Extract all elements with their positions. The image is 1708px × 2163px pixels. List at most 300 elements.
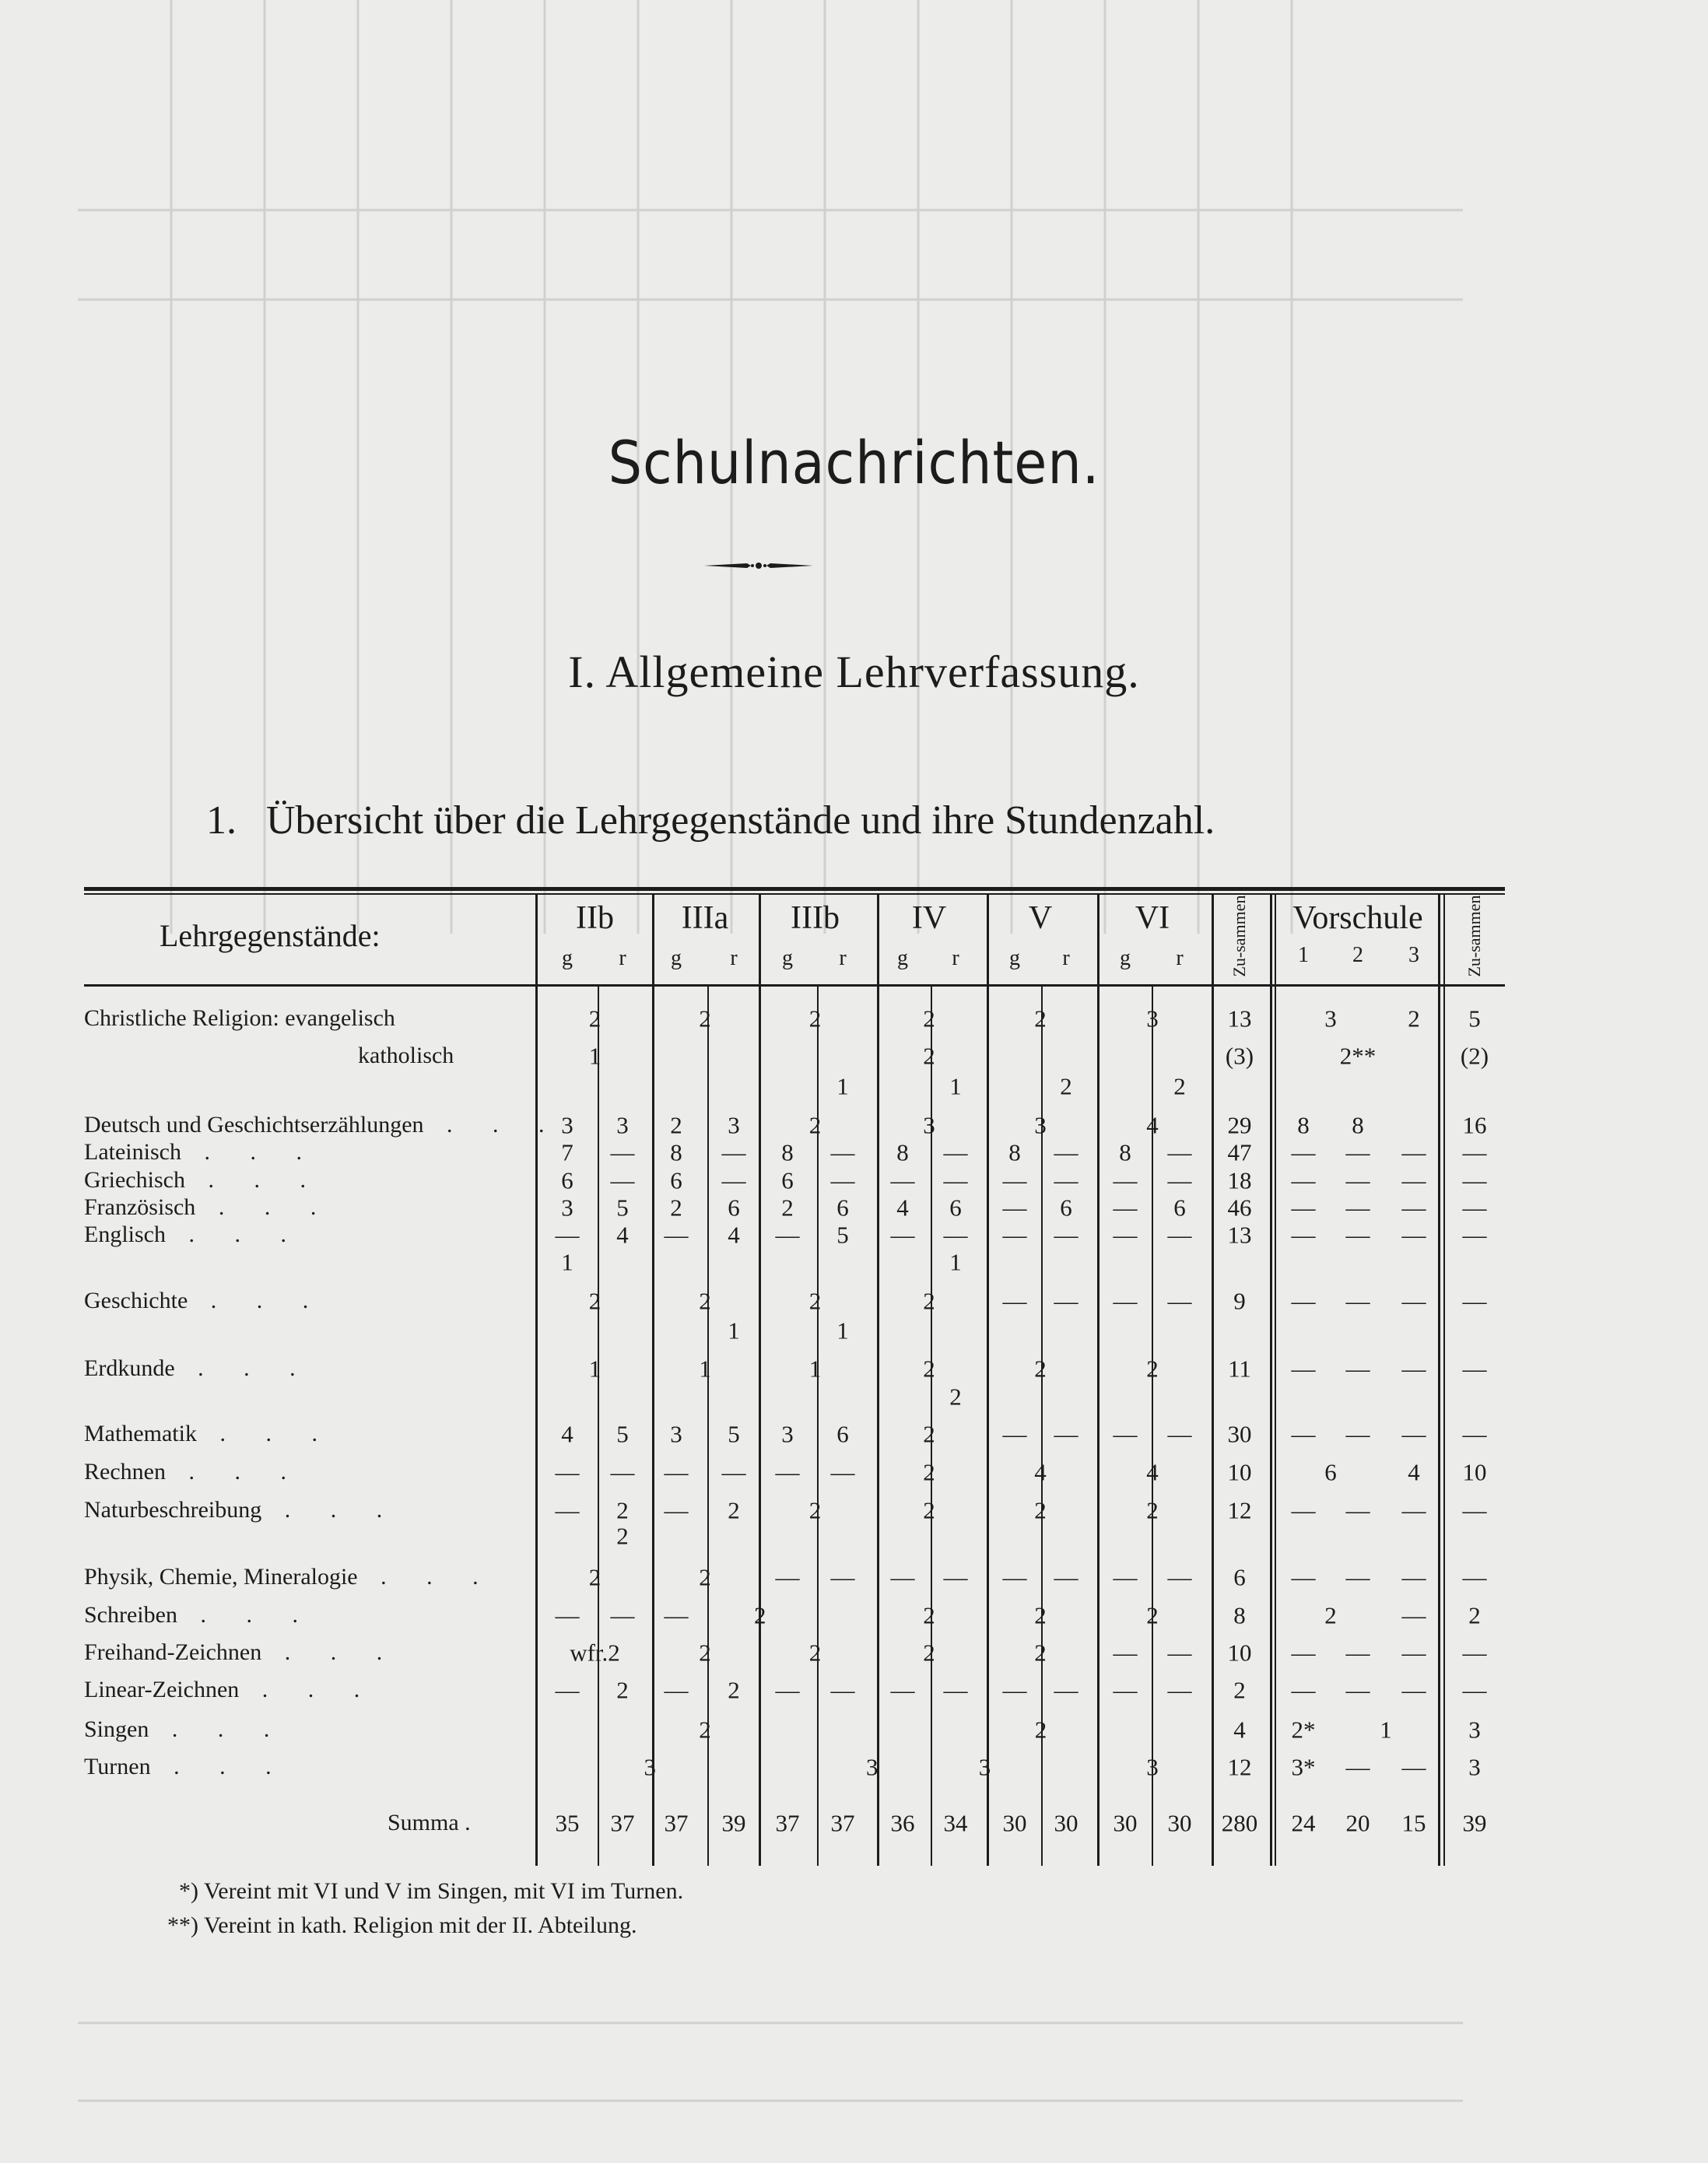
table-top-rule-thin [84, 893, 1505, 895]
vorschule-row-total: — [1462, 1420, 1487, 1448]
hours-cell: — [1054, 1676, 1078, 1704]
subject-0: Christliche Religion: evangelisch [84, 1005, 395, 1031]
hours-cell: — [555, 1221, 580, 1249]
summa-cell: 30 [1113, 1809, 1138, 1837]
hours-cell: 2 [1034, 1601, 1047, 1629]
hours-cell: 2 [1146, 1496, 1159, 1524]
vorschule-cell: — [1401, 1355, 1426, 1383]
column-rule [759, 895, 761, 1866]
hours-cell: — [775, 1221, 800, 1249]
vorschule-row-total: — [1462, 1676, 1487, 1704]
hours-cell: — [1113, 1194, 1138, 1222]
hours-cell: 5 [728, 1420, 740, 1448]
hours-cell: — [1002, 1194, 1027, 1222]
subject-13: Mathematik . . . [84, 1421, 335, 1446]
subject-header: Lehrgegenstände: [160, 918, 381, 953]
vorschule-row-total: — [1462, 1563, 1487, 1591]
hours-cell: 2 [808, 1004, 822, 1032]
hours-cell: — [1167, 1639, 1192, 1667]
hours-cell: — [1113, 1676, 1138, 1704]
total-header: Zu-sammen [1229, 895, 1249, 977]
hours-cell: — [830, 1563, 855, 1591]
hours-cell: 5 [616, 1420, 629, 1448]
hours-cell: 2 [808, 1496, 822, 1524]
summa-cell: 30 [1167, 1809, 1192, 1837]
hours-cell: — [890, 1166, 915, 1194]
hours-cell: 2 [923, 1639, 935, 1667]
hours-cell: — [721, 1166, 746, 1194]
hours-cell: 2 [699, 1004, 711, 1032]
vorschule-cell: — [1401, 1221, 1426, 1249]
hours-cell: — [721, 1138, 746, 1166]
subcolumn-r: r [730, 946, 738, 970]
hours-cell: 3 [1146, 1004, 1159, 1032]
hours-cell: — [610, 1458, 635, 1486]
hours-cell: — [1054, 1138, 1078, 1166]
class-header-V: V [1028, 900, 1053, 936]
hours-cell: 3 [866, 1753, 879, 1781]
subcolumn-g: g [897, 946, 908, 970]
subcolumn-r: r [952, 946, 959, 970]
hours-cell: — [775, 1676, 800, 1704]
hours-cell: — [555, 1458, 580, 1486]
hours-cell: — [555, 1496, 580, 1524]
vorschule-cell: 3* [1291, 1753, 1316, 1781]
hours-cell: wfr.2 [570, 1639, 620, 1667]
hours-cell: 2 [808, 1639, 822, 1667]
hours-cell: — [1167, 1420, 1192, 1448]
column-rule [877, 895, 879, 1866]
hours-cell: 2 [923, 1004, 935, 1032]
hours-cell: — [664, 1221, 689, 1249]
hours-cell: 2 [781, 1194, 794, 1222]
summa-cell: 35 [555, 1809, 580, 1837]
hours-cell: 2 [1146, 1355, 1159, 1383]
hours-cell: 2 [1146, 1601, 1159, 1629]
vorschule-cell: — [1291, 1221, 1316, 1249]
class-header-IIIa: IIIa [681, 900, 729, 936]
summa-cell: 34 [943, 1809, 968, 1837]
hours-cell: 2 [588, 1563, 601, 1591]
hours-cell: 2 [949, 1383, 962, 1411]
vorschule-row-total: — [1462, 1194, 1487, 1222]
hours-cell: 1 [949, 1248, 962, 1276]
hours-cell: — [1113, 1287, 1138, 1315]
vorschule-cell: — [1345, 1194, 1370, 1222]
class-header-IIb: IIb [576, 900, 614, 936]
hours-cell: — [1113, 1221, 1138, 1249]
summa-cell: 30 [1054, 1809, 1078, 1837]
row-total: 11 [1228, 1355, 1251, 1383]
vorschule-cell: — [1291, 1496, 1316, 1524]
vorschule-cell: 3 [1324, 1004, 1337, 1032]
row-total: 47 [1227, 1138, 1252, 1166]
section-heading: I. Allgemeine Lehrverfassung. [568, 647, 1140, 697]
hours-cell: — [775, 1563, 800, 1591]
vorschule-cell: — [1345, 1355, 1370, 1383]
hours-cell: 2 [808, 1287, 822, 1315]
hours-cell: — [1002, 1420, 1027, 1448]
hours-cell: 2 [923, 1601, 935, 1629]
hours-cell: — [1167, 1676, 1192, 1704]
vorschule-cell: — [1345, 1753, 1370, 1781]
vorschule-row-total: 16 [1462, 1111, 1487, 1139]
hours-cell: 4 [896, 1194, 909, 1222]
hours-cell: 3 [644, 1753, 656, 1781]
hours-cell: 4 [616, 1221, 629, 1249]
class-header-IIIb: IIIb [791, 900, 840, 936]
row-total: (3) [1225, 1042, 1254, 1070]
hours-cell: 6 [561, 1166, 573, 1194]
subject-3: Deutsch und Geschichtserzählungen . . . [84, 1112, 562, 1138]
hours-cell: 2 [699, 1639, 711, 1667]
vorschule-row-total: — [1462, 1138, 1487, 1166]
hours-cell: 2 [808, 1111, 822, 1139]
hours-cell: — [1054, 1563, 1078, 1591]
hours-cell: 1 [808, 1355, 822, 1383]
hours-cell: 2 [923, 1042, 935, 1070]
hours-cell: 3 [1146, 1753, 1159, 1781]
vorschule-cell: — [1291, 1166, 1316, 1194]
hours-cell: — [943, 1166, 968, 1194]
hours-cell: 2 [923, 1458, 935, 1486]
hours-cell: 7 [561, 1138, 573, 1166]
hours-cell: — [1113, 1166, 1138, 1194]
column-rule [1270, 895, 1272, 1866]
hours-cell: 2 [588, 1004, 601, 1032]
summa-cell: 36 [890, 1809, 915, 1837]
hours-cell: 1 [949, 1072, 962, 1100]
hours-cell: — [721, 1458, 746, 1486]
vorschule-cell: 8 [1297, 1111, 1310, 1139]
hours-cell: — [890, 1676, 915, 1704]
hours-cell: 5 [616, 1194, 629, 1222]
hours-cell: 6 [1173, 1194, 1186, 1222]
hours-cell: 3 [561, 1194, 573, 1222]
hours-cell: — [1002, 1676, 1027, 1704]
hours-cell: — [775, 1458, 800, 1486]
hours-cell: 6 [670, 1166, 682, 1194]
hours-cell: — [1002, 1287, 1027, 1315]
subject-6: Französisch . . . [84, 1194, 334, 1220]
row-total: 4 [1233, 1716, 1246, 1744]
column-rule [987, 895, 989, 1866]
subject-21: Singen . . . [84, 1716, 287, 1742]
hours-cell: 3 [978, 1753, 991, 1781]
hours-cell: 1 [588, 1355, 601, 1383]
hours-cell: 2 [670, 1111, 682, 1139]
vorschule-cell: — [1401, 1563, 1426, 1591]
hours-cell: 3 [1034, 1111, 1047, 1139]
vorschule-subcolumn-2: 2 [1352, 943, 1363, 967]
summa-cell: 37 [610, 1809, 635, 1837]
vorschule-header: Vorschule [1292, 900, 1423, 936]
summa-vorschule-cell: 24 [1291, 1809, 1316, 1837]
hours-cell: 2 [699, 1287, 711, 1315]
vorschule-row-total: (2) [1460, 1042, 1489, 1070]
vorschule-cell: — [1401, 1166, 1426, 1194]
hours-cell: — [555, 1601, 580, 1629]
hours-cell: 2 [923, 1496, 935, 1524]
summa-cell: 37 [775, 1809, 800, 1837]
hours-cell: 2 [1034, 1004, 1047, 1032]
hours-cell: 2 [1060, 1072, 1072, 1100]
vorschule-row-total: — [1462, 1166, 1487, 1194]
subcolumn-g: g [1009, 946, 1020, 970]
vorschule-row-total: — [1462, 1639, 1487, 1667]
column-rule [535, 895, 538, 1866]
hours-cell: 1 [588, 1042, 601, 1070]
vorschule-cell: — [1291, 1563, 1316, 1591]
row-total: 8 [1233, 1601, 1246, 1629]
hours-cell: 2 [1034, 1496, 1047, 1524]
hours-cell: 2 [923, 1355, 935, 1383]
subject-22: Turnen . . . [84, 1754, 289, 1779]
row-total: 13 [1227, 1221, 1252, 1249]
hours-cell: — [1054, 1221, 1078, 1249]
footnote-1: *) Vereint mit VI und V im Singen, mit VI im Turnen. [179, 1878, 684, 1904]
column-rule [1212, 895, 1214, 1866]
hours-cell: — [1167, 1166, 1192, 1194]
vorschule-cell: — [1401, 1753, 1426, 1781]
hours-cell: 3 [561, 1111, 573, 1139]
vorschule-cell: — [1291, 1639, 1316, 1667]
row-total: 6 [1233, 1563, 1246, 1591]
hours-cell: 2 [699, 1716, 711, 1744]
vorschule-row-total: — [1462, 1287, 1487, 1315]
column-rule-double [1443, 895, 1445, 1866]
table-top-rule [84, 887, 1505, 891]
row-total: 46 [1227, 1194, 1252, 1222]
vorschule-cell: 2* [1291, 1716, 1316, 1744]
row-total: 12 [1227, 1753, 1252, 1781]
hours-cell: — [890, 1563, 915, 1591]
hours-cell: 1 [561, 1248, 573, 1276]
vorschule-cell: — [1401, 1287, 1426, 1315]
subject-20: Linear-Zeichnen . . . [84, 1677, 377, 1702]
hours-cell: — [830, 1676, 855, 1704]
hours-cell: 2 [699, 1563, 711, 1591]
hours-cell: 2 [754, 1601, 766, 1629]
subcolumn-r: r [619, 946, 626, 970]
vorschule-cell: — [1345, 1287, 1370, 1315]
subject-14: Rechnen . . . [84, 1459, 303, 1485]
vorschule-cell: — [1345, 1676, 1370, 1704]
hours-cell: 1 [836, 1316, 849, 1344]
hours-cell: 6 [949, 1194, 962, 1222]
row-total: 18 [1227, 1166, 1252, 1194]
subcolumn-g: g [782, 946, 793, 970]
summa-total: 280 [1221, 1809, 1258, 1837]
column-rule [1438, 895, 1440, 1866]
hours-cell: — [1167, 1563, 1192, 1591]
hours-cell: — [830, 1138, 855, 1166]
hours-cell: 4 [1146, 1111, 1159, 1139]
hours-cell: 4 [1146, 1458, 1159, 1486]
class-header-IV: IV [911, 900, 947, 936]
row-total: 2 [1233, 1676, 1246, 1704]
vorschule-cell: 4 [1408, 1458, 1420, 1486]
hours-cell: 2 [1034, 1639, 1047, 1667]
hours-cell: — [830, 1166, 855, 1194]
hours-cell: 4 [561, 1420, 573, 1448]
hours-cell: 2 [1034, 1355, 1047, 1383]
hours-cell: 1 [699, 1355, 711, 1383]
hours-cell: 6 [836, 1194, 849, 1222]
column-rule [652, 895, 654, 1866]
vorschule-subcolumn-1: 1 [1298, 943, 1309, 967]
hours-cell: — [943, 1221, 968, 1249]
hours-cell: 8 [896, 1138, 909, 1166]
vorschule-row-total: 3 [1468, 1753, 1481, 1781]
vorschule-cell: — [1401, 1639, 1426, 1667]
vorschule-cell: 2 [1408, 1004, 1420, 1032]
vorschule-row-total: 10 [1462, 1458, 1487, 1486]
school-news-title: Schulnachrichten. [608, 428, 1100, 497]
vorschule-total-header: Zu-sammen [1464, 895, 1484, 977]
hours-cell: 2 [923, 1287, 935, 1315]
hours-cell: 6 [728, 1194, 740, 1222]
hours-cell: — [610, 1166, 635, 1194]
hours-cell: 2 [1173, 1072, 1186, 1100]
summa-cell: 37 [830, 1809, 855, 1837]
subject-1: katholisch [358, 1043, 454, 1068]
subject-5: Griechisch . . . [84, 1167, 323, 1193]
vorschule-cell: — [1345, 1138, 1370, 1166]
hours-cell: — [664, 1496, 689, 1524]
hours-cell: 2 [670, 1194, 682, 1222]
subject-15: Naturbeschreibung . . . [84, 1497, 400, 1523]
hours-cell: — [664, 1676, 689, 1704]
summa-cell: 37 [664, 1809, 689, 1837]
hours-cell: 3 [670, 1420, 682, 1448]
row-total: 30 [1227, 1420, 1252, 1448]
subcolumn-g: g [1120, 946, 1131, 970]
hours-cell: — [1002, 1221, 1027, 1249]
vorschule-cell: — [1291, 1420, 1316, 1448]
vorschule-cell: 8 [1352, 1111, 1364, 1139]
hours-cell: — [1054, 1287, 1078, 1315]
vorschule-cell: 2** [1339, 1042, 1377, 1070]
vorschule-cell: — [1291, 1676, 1316, 1704]
vorschule-subcolumn-3: 3 [1408, 943, 1419, 967]
row-total: 13 [1227, 1004, 1252, 1032]
hours-cell: — [1002, 1166, 1027, 1194]
column-rule [1097, 895, 1100, 1866]
hours-cell: — [1002, 1563, 1027, 1591]
vorschule-cell: — [1345, 1496, 1370, 1524]
subcolumn-r: r [1062, 946, 1070, 970]
row-total: 29 [1227, 1111, 1252, 1139]
vorschule-cell: — [1401, 1496, 1426, 1524]
summa-cell: 30 [1002, 1809, 1027, 1837]
hours-cell: 6 [781, 1166, 794, 1194]
vorschule-cell: 2 [1324, 1601, 1337, 1629]
hours-cell: — [943, 1138, 968, 1166]
summa-vorschule-cell: 15 [1401, 1809, 1426, 1837]
hours-cell: 2 [1034, 1716, 1047, 1744]
hours-cell: — [1113, 1420, 1138, 1448]
hours-cell: 6 [1060, 1194, 1072, 1222]
vorschule-cell: — [1345, 1420, 1370, 1448]
vorschule-cell: — [1291, 1355, 1316, 1383]
subject-4: Lateinisch . . . [84, 1139, 319, 1165]
summa-vorschule-total: 39 [1462, 1809, 1487, 1837]
vorschule-cell: — [1401, 1676, 1426, 1704]
subsection-number: 1. [206, 798, 237, 843]
subcolumn-r: r [1176, 946, 1184, 970]
vorschule-cell: — [1401, 1420, 1426, 1448]
subcolumn-g: g [562, 946, 573, 970]
hours-cell: 1 [728, 1316, 740, 1344]
subject-7: Englisch . . . [84, 1222, 303, 1247]
hours-cell: 3 [781, 1420, 794, 1448]
hours-cell: 2 [616, 1496, 629, 1524]
vorschule-row-total: 2 [1468, 1601, 1481, 1629]
hours-cell: — [1167, 1287, 1192, 1315]
hours-cell: — [1167, 1221, 1192, 1249]
subcolumn-r: r [839, 946, 847, 970]
hours-cell: 8 [670, 1138, 682, 1166]
hours-cell: — [943, 1563, 968, 1591]
vorschule-cell: — [1401, 1601, 1426, 1629]
hours-cell: — [830, 1458, 855, 1486]
hours-cell: 4 [1034, 1458, 1047, 1486]
subsection-title: Übersicht über die Lehrgegenstände und ihre Stundenzahl. [266, 798, 1215, 843]
hours-cell: — [943, 1676, 968, 1704]
hours-cell: 8 [1008, 1138, 1021, 1166]
inner-column-rule [598, 984, 599, 1866]
header-bottom-rule [84, 984, 1505, 987]
vorschule-row-total: — [1462, 1355, 1487, 1383]
hours-cell: — [664, 1601, 689, 1629]
vorschule-cell: — [1291, 1287, 1316, 1315]
hours-cell: 2 [728, 1676, 740, 1704]
vorschule-cell: 6 [1324, 1458, 1337, 1486]
subject-18: Schreiben . . . [84, 1602, 315, 1628]
hours-cell: 3 [728, 1111, 740, 1139]
vorschule-cell: 1 [1380, 1716, 1392, 1744]
subject-9: Geschichte . . . [84, 1288, 326, 1313]
vorschule-cell: — [1401, 1138, 1426, 1166]
hours-cell: 4 [728, 1221, 740, 1249]
vorschule-cell: — [1345, 1639, 1370, 1667]
hours-cell: 2 [728, 1496, 740, 1524]
row-total: 10 [1227, 1639, 1252, 1667]
hours-cell: — [1113, 1563, 1138, 1591]
hours-cell: — [1054, 1166, 1078, 1194]
hours-cell: — [664, 1458, 689, 1486]
hours-cell: 8 [1119, 1138, 1131, 1166]
hours-cell: 5 [836, 1221, 849, 1249]
summa-label: Summa . [388, 1810, 471, 1835]
row-total: 10 [1227, 1458, 1252, 1486]
hours-cell: — [1113, 1639, 1138, 1667]
vorschule-row-total: — [1462, 1221, 1487, 1249]
hours-cell: 1 [836, 1072, 849, 1100]
subject-19: Freihand-Zeichnen . . . [84, 1639, 400, 1665]
subject-17: Physik, Chemie, Mineralogie . . . [84, 1564, 496, 1590]
hours-cell: — [1167, 1138, 1192, 1166]
footnote-2: **) Vereint in kath. Religion mit der II. Abteilung. [167, 1912, 637, 1938]
summa-cell: 39 [721, 1809, 746, 1837]
vorschule-cell: — [1345, 1166, 1370, 1194]
vorschule-cell: — [1345, 1563, 1370, 1591]
hours-cell: 2 [588, 1287, 601, 1315]
column-rule-double [1275, 895, 1276, 1866]
hours-cell: 2 [616, 1522, 629, 1550]
vorschule-cell: — [1345, 1221, 1370, 1249]
